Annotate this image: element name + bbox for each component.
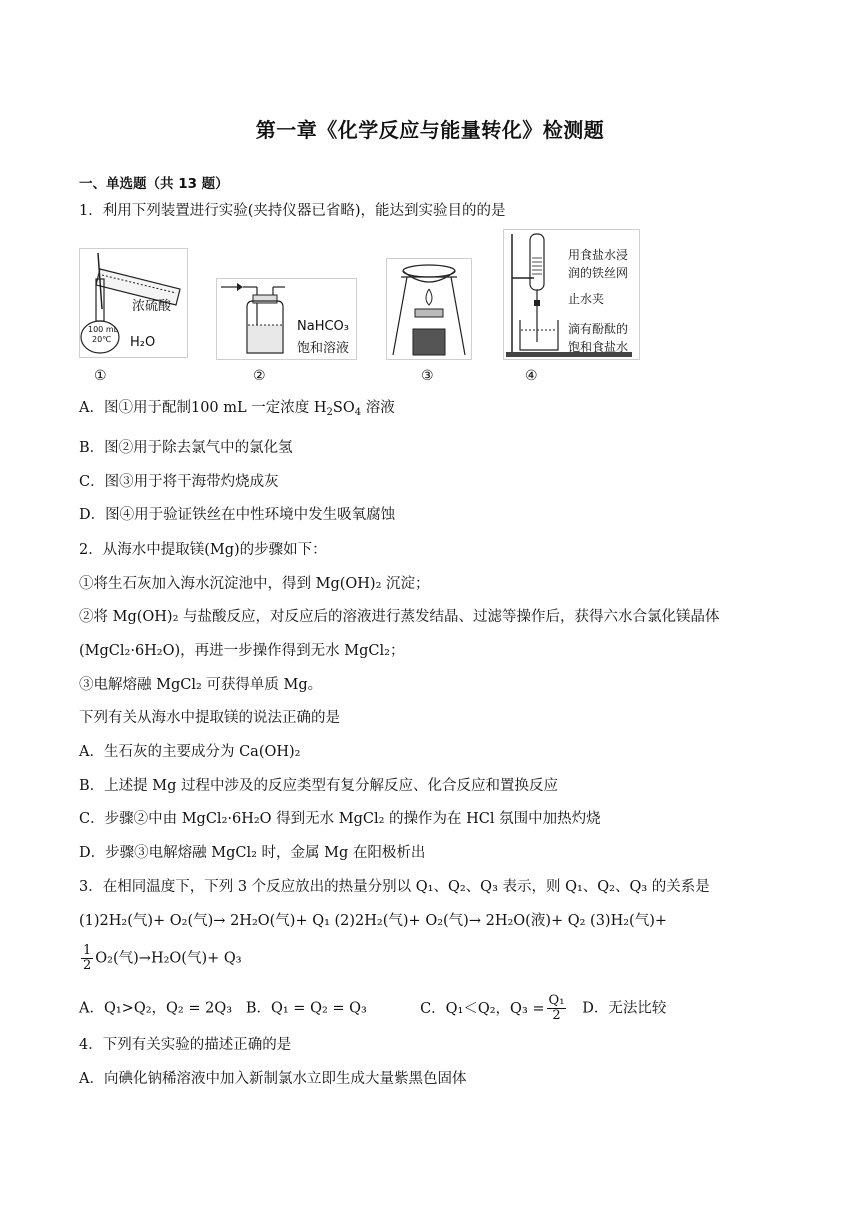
q2-option-a: A．生石灰的主要成分为 Ca(OH)₂ xyxy=(79,744,301,760)
fig4-label-4: 饱和食盐水 xyxy=(568,340,629,354)
q1-option-b: B．图②用于除去氯气中的氯化氢 xyxy=(79,440,293,456)
q2-step-2b: (MgCl₂·6H₂O)，再进一步操作得到无水 MgCl₂； xyxy=(79,643,405,659)
q3-option-b: B．Q₁ = Q₂ = Q₃ xyxy=(245,1000,367,1017)
q3-option-c: C．Q₁＜Q₂，Q₃ = $\frac{\text{Q₁}}{2}$ xyxy=(420,993,565,1023)
q3-option-a: A．Q₁>Q₂，Q₂ = 2Q₃ xyxy=(79,1000,233,1017)
fig4-label-2: 润的铁丝网 xyxy=(568,266,629,280)
figure-number-4: ④ xyxy=(525,368,538,384)
q2-step-2a: ②将 Mg(OH)₂ 与盐酸反应，对反应后的溶液进行蒸发结晶、过滤等操作后，获得六水合氯化镁晶体 xyxy=(79,609,720,625)
fig2-label-nahco3: NaHCO₃ xyxy=(297,319,349,334)
figure-2-washing-bottle xyxy=(216,278,357,360)
figure-number-3: ③ xyxy=(421,368,434,384)
fig1-label-water: H₂O xyxy=(130,335,156,350)
fig1-label-acid: 浓硫酸 xyxy=(132,299,172,314)
q2-stem: 2．从海水中提取镁(Mg)的步骤如下： xyxy=(79,542,327,558)
section-heading: 一、单选题（共 13 题） xyxy=(79,176,229,192)
q3-options xyxy=(79,994,666,1023)
q2-step-1: ①将生石灰加入海水沉淀池中，得到 Mg(OH)₂ 沉淀； xyxy=(79,576,430,592)
q1-option-d: D．图④用于验证铁丝在中性环境中发生吸氧腐蚀 xyxy=(79,507,396,523)
fig2-label-solution: 饱和溶液 xyxy=(297,341,350,356)
fig1-label-volume: 100 mL xyxy=(88,325,119,334)
figure-1-flask xyxy=(79,248,188,358)
fig1-label-temp: 20℃ xyxy=(92,335,112,344)
fig4-label-clamp: 止水夹 xyxy=(568,292,605,306)
fig4-label-3: 滴有酚酞的 xyxy=(568,322,629,336)
page-title: 第一章《化学反应与能量转化》检测题 xyxy=(255,118,605,142)
q3-equation-3: $\frac{1}{2}$ O₂(气)→H₂O(气)+ Q₃ xyxy=(83,943,242,973)
q2-option-d: D．步骤③电解熔融 MgCl₂ 时，金属 Mg 在阳极析出 xyxy=(79,845,426,861)
figure-number-2: ② xyxy=(253,368,266,384)
q2-option-c: C．步骤②中由 MgCl₂·6H₂O 得到无水 MgCl₂ 的操作为在 HCl 氛围中加热灼烧 xyxy=(79,811,601,827)
q4-option-a: A．向碘化钠稀溶液中加入新制氯水立即生成大量紫黑色固体 xyxy=(79,1071,467,1087)
figure-number-1: ① xyxy=(94,368,107,384)
figure-3-crucible xyxy=(386,258,472,360)
q1-option-a: A．图①用于配制100 mL 一定浓度 $H_2SO_4$ 溶液 xyxy=(79,400,395,418)
figure-4-corrosion xyxy=(503,229,640,360)
q1-option-c: C．图③用于将干海带灼烧成灰 xyxy=(79,474,279,490)
q3-equations: (1)2H₂(气)+ O₂(气)→ 2H₂O(气)+ Q₁ (2)2H₂(气)+ O₂(气)→ 2H₂O(液)+ Q₂ (3)H₂(气)+ xyxy=(79,913,667,929)
q2-option-b: B．上述提 Mg 过程中涉及的反应类型有复分解反应、化合反应和置换反应 xyxy=(79,778,558,794)
q2-question: 下列有关从海水中提取镁的说法正确的是 xyxy=(79,710,340,726)
half-fraction: $\frac{1}{2}$ xyxy=(83,943,92,973)
q3-option-d: D．无法比较 xyxy=(582,1000,667,1017)
q4-stem: 4．下列有关实验的描述正确的是 xyxy=(79,1037,292,1053)
q2-step-3: ③电解熔融 MgCl₂ 可获得单质 Mg。 xyxy=(79,677,323,693)
q1-stem: 1．利用下列装置进行实验(夹持仪器已省略)，能达到实验目的的是 xyxy=(79,203,506,219)
fig4-label-1: 用食盐水浸 xyxy=(568,248,629,262)
q3-stem: 3．在相同温度下，下列 3 个反应放出的热量分别以 Q₁、Q₂、Q₃ 表示，则 Q₁、Q₂、Q₃ 的关系是 xyxy=(79,879,710,895)
